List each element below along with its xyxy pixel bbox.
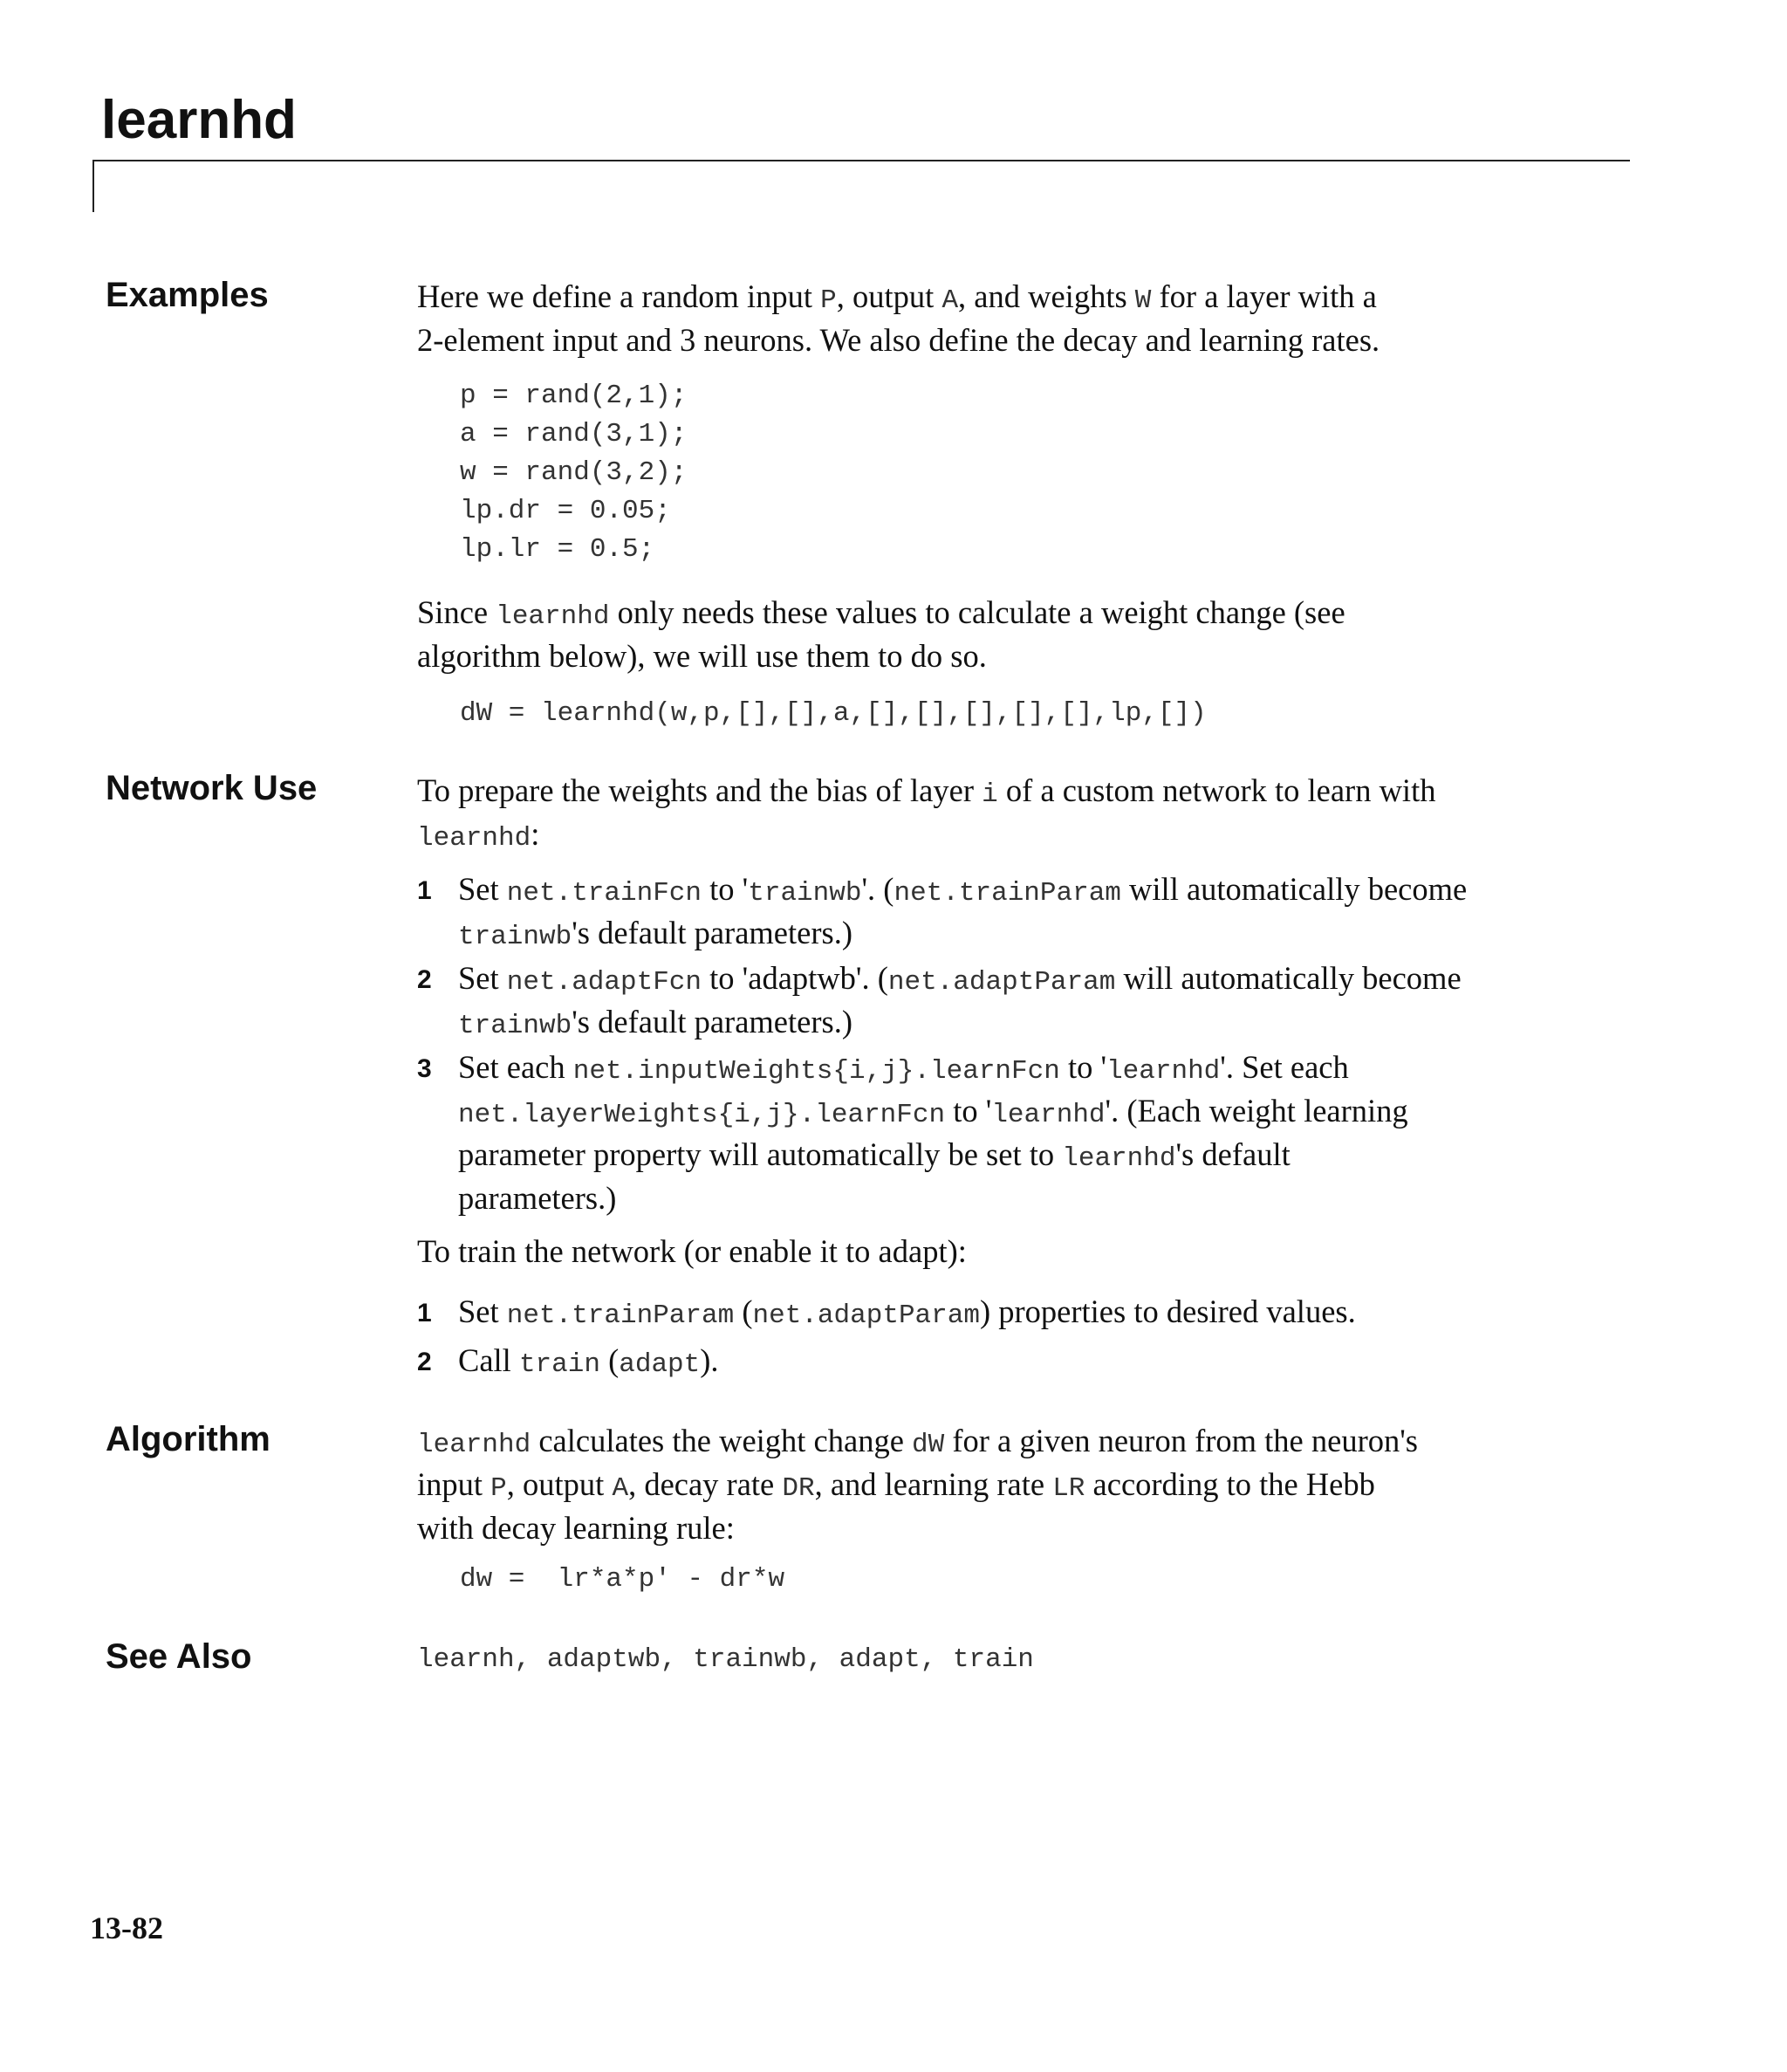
section-heading-network-use: Network Use xyxy=(106,769,318,807)
text-line: trainwb's default parameters.) xyxy=(458,1004,852,1041)
inline-code: LR xyxy=(1052,1473,1085,1504)
inline-code: trainwb xyxy=(748,878,862,909)
text-line: To train the network (or enable it to adapt): xyxy=(417,1233,967,1269)
inline-code: train xyxy=(518,1349,600,1380)
network-use-intro xyxy=(417,771,1578,858)
inline-code: DR xyxy=(782,1473,815,1504)
inline-code: net.trainParam xyxy=(894,878,1121,909)
inline-code: A xyxy=(612,1473,629,1504)
step-number: 2 xyxy=(417,965,432,994)
inline-code: net.layerWeights{i,j}.learnFcn xyxy=(458,1100,946,1130)
examples-explanation xyxy=(417,593,1578,676)
text-line: parameter property will automatically be set to learnhd's default xyxy=(458,1136,1291,1174)
see-also-list: learnh, adaptwb, trainwb, adapt, train xyxy=(417,1644,1034,1675)
inline-code: trainwb xyxy=(458,1011,572,1041)
inline-code: net.trainParam xyxy=(506,1300,735,1331)
text-line: Here we define a random input P, output A, and weights W for a layer with a xyxy=(417,278,1377,316)
inline-code: dW xyxy=(912,1430,945,1460)
title-rule-tick xyxy=(92,160,94,212)
text-line: Set net.adaptFcn to 'adaptwb'. (net.adaptParam will automatically become xyxy=(458,960,1462,998)
step-text xyxy=(458,1292,1356,1335)
examples-intro xyxy=(417,277,1578,360)
inline-code: net.trainFcn xyxy=(506,878,702,909)
inline-code: net.adaptParam xyxy=(752,1300,980,1331)
text-line: with decay learning rule: xyxy=(417,1510,735,1546)
step-number: 2 xyxy=(417,1348,432,1376)
inline-code: learnhd xyxy=(1062,1143,1176,1174)
text-line: 2-element input and 3 neurons. We also define the decay and learning rates. xyxy=(417,322,1380,358)
section-heading-algorithm: Algorithm xyxy=(106,1420,270,1458)
text-line: To prepare the weights and the bias of layer i of a custom network to learn with xyxy=(417,772,1436,810)
inline-code: P xyxy=(490,1473,507,1504)
inline-code: learnhd xyxy=(496,601,610,632)
text-line: parameters.) xyxy=(458,1180,617,1216)
examples-code-call: dW = learnhd(w,p,[],[],a,[],[],[],[],[],lp,[]) xyxy=(460,698,1207,729)
inline-code: net.adaptParam xyxy=(887,967,1116,998)
text-line: trainwb's default parameters.) xyxy=(458,915,852,952)
step-text xyxy=(458,1341,719,1384)
text-line: learnhd: xyxy=(417,816,540,854)
text-line: input P, output A, decay rate DR, and learning rate LR according to the Hebb xyxy=(417,1466,1375,1504)
text-line: learnhd calculates the weight change dW for a given neuron from the neuron's xyxy=(417,1423,1419,1460)
text-line: Set net.trainParam (net.adaptParam) properties to desired values. xyxy=(458,1293,1356,1331)
inline-code: learnhd xyxy=(991,1100,1106,1130)
text-line: algorithm below), we will use them to do so. xyxy=(417,638,987,674)
algorithm-text xyxy=(417,1421,1578,1547)
inline-code: learnhd xyxy=(1106,1056,1221,1087)
inline-code: A xyxy=(941,285,959,316)
inline-code: P xyxy=(820,285,837,316)
examples-code-block: p = rand(2,1); a = rand(3,1); w = rand(3,2); lp.dr = 0.05; lp.lr = 0.5; xyxy=(460,381,688,565)
page-title: learnhd xyxy=(101,90,297,150)
inline-code: W xyxy=(1134,285,1152,316)
title-rule xyxy=(92,160,1630,161)
step-number: 1 xyxy=(417,1299,432,1328)
step-text xyxy=(458,869,1467,957)
section-heading-examples: Examples xyxy=(106,276,269,314)
text-line: Since learnhd only needs these values to calculate a weight change (see xyxy=(417,594,1345,632)
inline-code: learnhd xyxy=(417,1430,531,1460)
text-line: Set each net.inputWeights{i,j}.learnFcn to 'learnhd'. Set each xyxy=(458,1049,1349,1087)
network-use-train-intro xyxy=(417,1232,1578,1271)
inline-code: net.inputWeights{i,j}.learnFcn xyxy=(572,1056,1060,1087)
text-line: Call train (adapt). xyxy=(458,1342,719,1380)
text-line: Set net.trainFcn to 'trainwb'. (net.trainParam will automatically become xyxy=(458,871,1468,909)
text-line: net.layerWeights{i,j}.learnFcn to 'learnhd'. (Each weight learning xyxy=(458,1093,1408,1130)
step-text xyxy=(458,958,1462,1046)
step-text xyxy=(458,1047,1408,1218)
inline-code: learnhd xyxy=(417,823,531,854)
section-heading-see-also: See Also xyxy=(106,1637,252,1676)
inline-code: i xyxy=(982,779,998,810)
step-number: 3 xyxy=(417,1054,432,1083)
algorithm-formula: dw = lr*a*p' - dr*w xyxy=(460,1564,785,1595)
inline-code: trainwb xyxy=(458,922,572,952)
step-number: 1 xyxy=(417,876,432,905)
inline-code: net.adaptFcn xyxy=(506,967,702,998)
page-number: 13-82 xyxy=(90,1911,163,1945)
inline-code: adapt xyxy=(619,1349,701,1380)
